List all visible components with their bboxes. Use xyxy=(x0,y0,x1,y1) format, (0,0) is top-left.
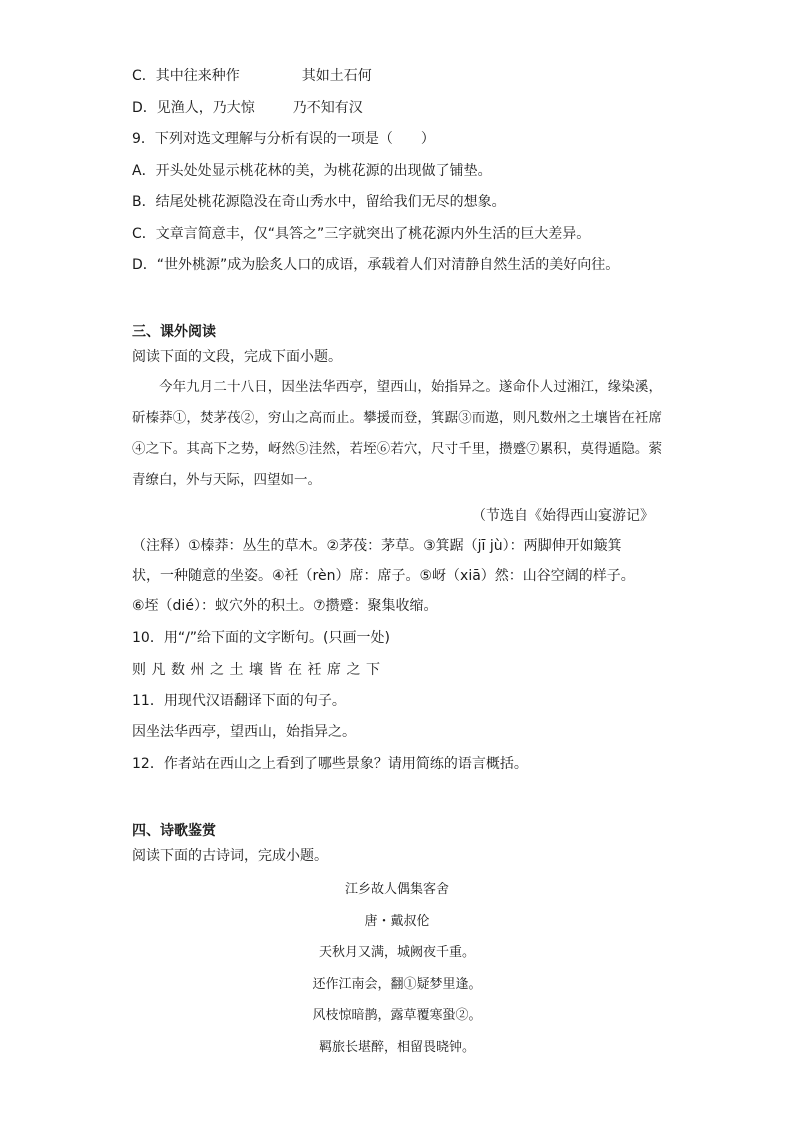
q12-stem: 12．作者站在西山之上看到了哪些景象？请用简练的语言概括。 xyxy=(132,756,528,772)
q9-stem: 9．下列对选文理解与分析有误的一项是（ ） xyxy=(132,131,435,147)
q8-option-c-left: C．其中往来种作 xyxy=(132,68,240,84)
q10-text: 则凡数州之土壤皆在衽席之下 xyxy=(132,662,386,678)
poem-line: 羁旅长堪醉，相留畏晓钟。 xyxy=(318,1040,475,1055)
q8-option-d-left: D．见渔人，乃大惊 xyxy=(132,100,255,116)
section3-title: 三、课外阅读 xyxy=(132,324,216,340)
poem-title: 江乡故人偶集客舍 xyxy=(344,882,449,897)
passage-source: （节选自《始得西山宴游记》 xyxy=(472,508,654,524)
poem-line: 还作江南会，翻①疑梦里逢。 xyxy=(312,977,482,992)
q9-option-a: A．开头处处显示桃花林的美，为桃花源的出现做了铺垫。 xyxy=(132,163,492,179)
q8-option-c-right: 其如土石何 xyxy=(301,68,372,84)
section4-instruction: 阅读下面的古诗词，完成小题。 xyxy=(132,848,328,864)
poem-author: 唐・戴叔伦 xyxy=(364,914,430,929)
q8-option-c xyxy=(132,67,372,85)
q9-option-d: D．“世外桃源”成为脍炙人口的成语，承载着人们对清静自然生活的美好向往。 xyxy=(132,257,620,273)
section3-instruction: 阅读下面的文段，完成下面小题。 xyxy=(132,349,342,365)
annotation-notes: （注释）①榛莽：丛生的草木。②茅茷：茅草。③箕踞（jī jù）：两脚伸开如簸箕状，一种随意的坐姿。④衽（rèn）席：席子。⑤岈（xiā）然：山谷空阔的样子。⑥垤（dié）：蚁穴外的积土。⑦攒蹙：聚集收缩。 xyxy=(132,538,635,614)
q10-stem: 10．用“/”给下面的文字断句。(只画一处) xyxy=(132,630,390,646)
section4-title: 四、诗歌鉴赏 xyxy=(132,823,216,839)
q9-option-b: B．结尾处桃花源隐没在奇山秀水中，留给我们无尽的想象。 xyxy=(132,194,506,210)
q8-option-d-right: 乃不知有汉 xyxy=(292,100,363,116)
classical-passage xyxy=(132,372,662,496)
poem-line: 天秋月又满，城阙夜千重。 xyxy=(318,945,475,960)
passage-text: 今年九月二十八日，因坐法华西亭，望西山，始指异之。遂命仆人过湘江，缘染溪，斫榛莽①，焚茅茷②，穷山之高而止。攀援而登，箕踞③而遨，则凡数州之土壤皆在衽席④之下。其高下之势，岈然⑤洼然，若垤⑥若穴，尺寸千里，攒蹙⑦累积，莫得遁隐。萦青缭白，外与天际，四望如一。 xyxy=(132,379,662,488)
q9-option-c: C．文章言简意丰，仅“具答之”三字就突出了桃花源内外生活的巨大差异。 xyxy=(132,226,591,242)
q11-text: 因坐法华西亭，望西山，始指异之。 xyxy=(132,724,356,740)
q8-option-d xyxy=(132,99,363,117)
poem-line: 风枝惊暗鹊，露草覆寒蛩②。 xyxy=(312,1008,482,1023)
q11-stem: 11．用现代汉语翻译下面的句子。 xyxy=(132,693,346,709)
